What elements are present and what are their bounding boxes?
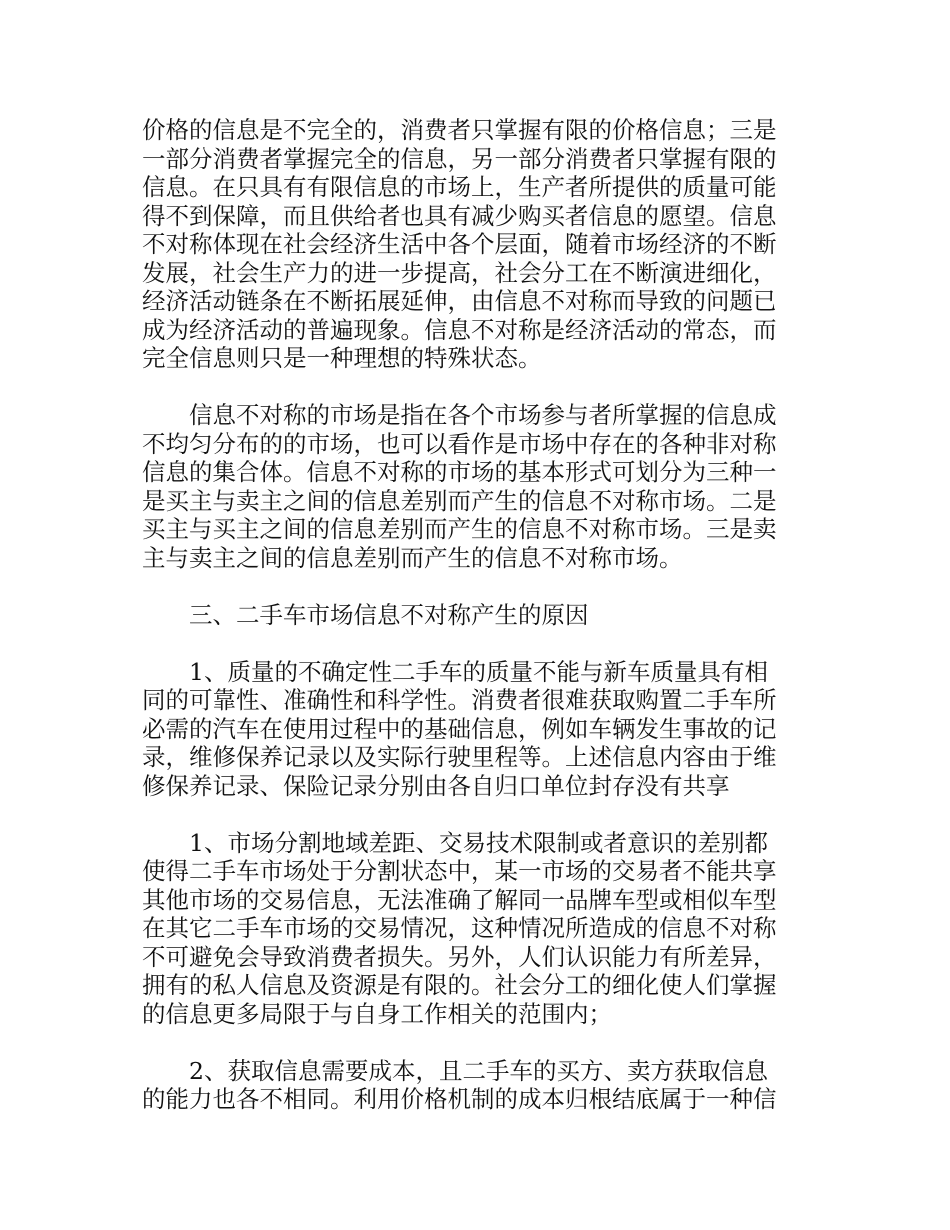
text-line: 不对称体现在社会经济生活中各个层面，随着市场经济的不断 <box>142 230 777 258</box>
text-line: 信息不对称的市场是指在各个市场参与者所掌握的信息成 <box>189 401 777 429</box>
text-line: 在其它二手车市场的交易情况，这种情况所造成的信息不对称 <box>142 914 777 942</box>
text-line: 一部分消费者掌握完全的信息，另一部分消费者只掌握有限的 <box>142 144 777 173</box>
text-line: 的能力也各不相同。利用价格机制的成本归根结底属于一种信 <box>142 1085 777 1113</box>
text-line: 价格的信息是不完全的，消费者只掌握有限的价格信息；三是 <box>142 116 777 144</box>
text-line: 修保养记录、保险记录分别由各自归口单位封存没有共享 <box>142 771 730 800</box>
text-line: 成为经济活动的普遍现象。信息不对称是经济活动的常态，而 <box>142 315 777 344</box>
document-body <box>142 116 810 1142</box>
text-line: 买主与买主之间的信息差别而产生的信息不对称市场。三是卖 <box>142 515 777 543</box>
text-line: 信息。在只具有有限信息的市场上，生产者所提供的质量可能 <box>142 173 777 201</box>
paragraph <box>142 658 810 801</box>
text-line: 的信息更多局限于与自身工作相关的范围内； <box>142 999 612 1028</box>
text-line: 同的可靠性、准确性和科学性。消费者很难获取购置二手车所 <box>142 686 777 714</box>
text-line: 是买主与卖主之间的信息差别而产生的信息不对称市场。二是 <box>142 486 777 515</box>
text-line: 信息的集合体。信息不对称的市场的基本形式可划分为三种一 <box>142 458 777 486</box>
text-line: 使得二手车市场处于分割状态中，某一市场的交易者不能共享 <box>142 857 777 885</box>
section-heading <box>142 601 810 630</box>
paragraph <box>142 401 810 572</box>
paragraph <box>142 829 810 1029</box>
text-line: 录，维修保养记录以及实际行驶里程等。上述信息内容由于维 <box>142 743 777 771</box>
text-line: 发展，社会生产力的进一步提高，社会分工在不断演进细化， <box>142 258 777 287</box>
text-line: 拥有的私人信息及资源是有限的。社会分工的细化使人们掌握 <box>142 971 777 999</box>
text-line: 不均匀分布的的市场，也可以看作是市场中存在的各种非对称 <box>142 429 777 458</box>
text-line: 2、获取信息需要成本，且二手车的买方、卖方获取信息 <box>189 1056 768 1085</box>
text-line: 不可避免会导致消费者损失。另外，人们认识能力有所差异， <box>142 942 777 971</box>
paragraph <box>142 116 810 373</box>
text-line: 必需的汽车在使用过程中的基础信息，例如车辆发生事故的记 <box>142 714 777 743</box>
text-line: 1、市场分割地域差距、交易技术限制或者意识的差别都 <box>189 828 768 857</box>
paragraph <box>142 1057 810 1114</box>
text-line: 主与卖主之间的信息差别而产生的信息不对称市场。 <box>142 543 683 572</box>
text-line: 得不到保障，而且供给者也具有减少购买者信息的愿望。信息 <box>142 201 777 230</box>
text-line: 其他市场的交易信息，无法准确了解同一品牌车型或相似车型 <box>142 885 777 914</box>
text-line: 完全信息则只是一种理想的特殊状态。 <box>142 344 542 372</box>
text-line: 1、质量的不确定性二手车的质量不能与新车质量具有相 <box>189 657 768 686</box>
heading-text: 三、二手车市场信息不对称产生的原因 <box>189 600 589 629</box>
text-line: 经济活动链条在不断拓展延伸，由信息不对称而导致的问题已 <box>142 287 777 315</box>
